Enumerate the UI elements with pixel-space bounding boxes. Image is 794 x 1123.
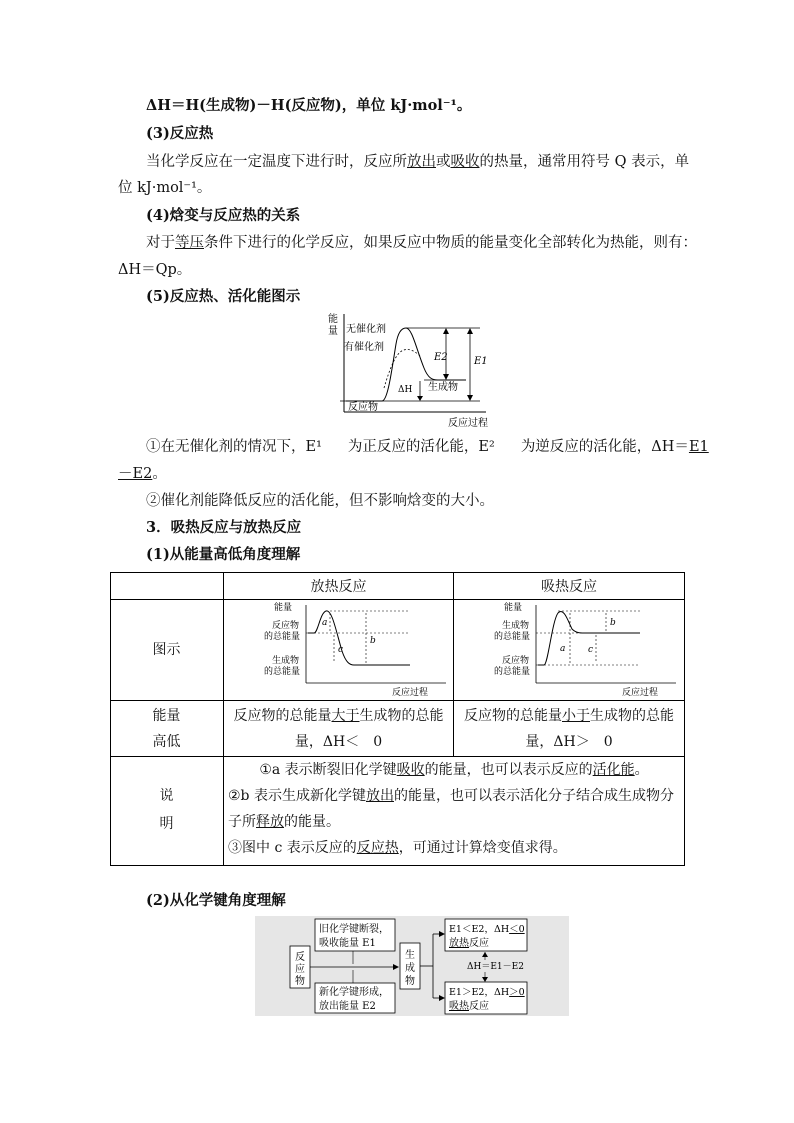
y-axis-label: 量	[328, 326, 338, 337]
underlined-term: 吸收	[396, 762, 425, 778]
row-label-note: 明	[159, 816, 174, 832]
note-b	[228, 785, 674, 805]
e2-label: E2	[434, 352, 448, 363]
arrowhead	[467, 328, 473, 334]
reactant-label: 反应物	[348, 402, 378, 413]
bond-forming-text: 新化学键形成，	[319, 987, 389, 998]
top-label: 反应物	[272, 621, 300, 631]
a-label: a	[560, 644, 566, 654]
catalyst-label: 有催化剂	[344, 342, 384, 353]
exo-result	[449, 936, 489, 949]
x-axis-label: 反应过程	[448, 418, 488, 429]
bond-breaking-text: 吸收能量 E1	[319, 938, 376, 949]
enthalpy-formula-line	[146, 96, 471, 116]
divider	[110, 599, 685, 600]
endo-result	[449, 999, 489, 1012]
activation-note-line1	[146, 437, 709, 457]
row-label-level: 高低	[152, 734, 181, 750]
text-segment: 的热量，通常用符号 Q 表示，单	[479, 154, 690, 170]
arrowhead	[443, 328, 449, 334]
exo-condition	[449, 924, 525, 935]
text-segment: 子所	[228, 814, 256, 830]
text-segment: ②b 表示生成新化学键	[228, 788, 366, 804]
bond-breaking-text: 旧化学键断裂，	[319, 924, 389, 935]
text-segment: E1＞E2，ΔH	[449, 987, 510, 998]
divider	[110, 700, 685, 701]
text-segment: 反应物的总能量	[464, 708, 562, 724]
row-label-diagram: 图示	[152, 642, 181, 658]
heading-activation-diagram: (5)反应热、活化能图示	[146, 288, 301, 305]
note-b-cont	[228, 811, 340, 831]
underlined-term: 吸热	[449, 1001, 469, 1012]
y-axis-label: 能	[328, 314, 338, 325]
reactant-char: 应	[295, 964, 305, 975]
text-segment: 的能量，也可以表示反应的	[424, 762, 593, 778]
text-segment: 或	[436, 154, 451, 170]
row-label-note: 说	[159, 788, 174, 804]
activation-energy-diagram	[320, 308, 500, 430]
text-segment: 反应	[469, 1001, 489, 1012]
underlined-term: 反应热	[356, 840, 399, 856]
exo-energy-line1	[224, 705, 453, 725]
energy-curve	[538, 612, 640, 665]
text-segment: ③图中 c 表示反应的	[228, 840, 357, 856]
bottom-label: 反应物	[502, 656, 530, 666]
text-segment: 。	[634, 762, 649, 778]
arrowhead	[417, 396, 423, 401]
c-label: c	[338, 645, 344, 655]
divider	[110, 756, 685, 757]
text-segment: 为逆反应的活化能，ΔH＝	[520, 439, 689, 455]
b-label: b	[610, 618, 616, 628]
text-segment: 对于	[146, 235, 175, 251]
underlined-term: 大于	[331, 708, 360, 724]
x-axis-label: 反应过程	[392, 688, 429, 698]
no-catalyst-label: 无催化剂	[346, 324, 386, 335]
text-segment: 条件下进行的化学反应，如果反应中物质的能量变化全部转化为热能，则有：	[204, 235, 697, 251]
heading-exo-endo: 3．吸热反应与放热反应	[146, 519, 302, 536]
note-a	[224, 759, 684, 779]
activation-note-line2	[118, 464, 167, 484]
bond-energy-flow-diagram	[255, 916, 569, 1016]
product-char: 生	[405, 950, 415, 961]
reaction-heat-def-line2: 位 kJ·mol⁻¹。	[118, 180, 212, 196]
bottom-label: 的总能量	[494, 667, 531, 677]
text-segment: ①在无催化剂的情况下，E¹	[146, 439, 322, 455]
energy-label: 能量	[274, 603, 293, 613]
text-segment: E1＜E2，ΔH	[449, 924, 510, 935]
arrowhead	[443, 374, 449, 380]
top-label: 的总能量	[264, 632, 301, 642]
x-axis-label: 反应过程	[622, 688, 659, 698]
heading-enthalpy-relation: (4)焓变与反应热的关系	[146, 207, 301, 224]
heading-reaction-heat: (3)反应热	[146, 125, 214, 142]
text-segment: ，可通过计算焓变值求得。	[398, 840, 567, 856]
heading-bond-view: (2)从化学键角度理解	[146, 892, 286, 909]
top-label: 的总能量	[494, 632, 531, 642]
underlined-term: 放热	[449, 938, 469, 949]
reactant-char: 反	[295, 952, 305, 963]
comparison-table	[110, 572, 684, 865]
b-label: b	[370, 636, 376, 646]
text-segment: 反应物的总能量	[233, 708, 332, 724]
text-segment: 当化学反应在一定温度下进行时，反应所	[146, 154, 407, 170]
header-endothermic: 吸热反应	[541, 579, 597, 595]
bond-forming-text: 放出能量 E2	[319, 1001, 376, 1012]
underlined-term: E1	[688, 439, 709, 455]
header-exothermic: 放热反应	[310, 579, 367, 595]
enthalpy-relation-line2: ΔH＝Qp。	[118, 262, 192, 278]
underlined-term: －E2	[118, 466, 153, 482]
reactant-char: 物	[295, 976, 305, 987]
exothermic-diagram	[230, 601, 452, 699]
bottom-label: 生成物	[272, 656, 300, 666]
note-c	[228, 837, 567, 857]
endo-energy-line1	[454, 705, 684, 725]
underlined-term: 放出	[407, 154, 436, 170]
text-segment: 。	[152, 466, 167, 482]
arrowhead	[467, 395, 473, 401]
endothermic-diagram	[460, 601, 682, 699]
exo-energy-line2: 量，ΔH＜ 0	[294, 734, 383, 750]
c-label: c	[588, 645, 594, 655]
text-segment: 的能量，也可以表示活化分子结合成生成物分	[393, 788, 674, 804]
formula-text: ΔH＝H(生成物)－H(反应物)，单位 kJ·mol⁻¹。	[146, 97, 472, 114]
e1-label: E1	[474, 356, 488, 367]
delta-h-formula: ΔH＝E1－E2	[467, 962, 524, 972]
bottom-label: 的总能量	[264, 667, 301, 677]
reaction-heat-def-line1	[146, 152, 689, 172]
endo-energy-line2: 量，ΔH＞ 0	[525, 734, 613, 750]
text-segment: 反应	[469, 938, 489, 949]
a-label: a	[322, 618, 328, 628]
catalyst-note: ②催化剂能降低反应的活化能，但不影响焓变的大小。	[146, 493, 494, 509]
underlined-term: 放出	[365, 788, 394, 804]
underlined-term: ＜0	[509, 924, 525, 935]
text-segment: ①a 表示断裂旧化学键	[259, 762, 397, 778]
product-char: 成	[405, 963, 415, 974]
heading-energy-view: (1)从能量高低角度理解	[146, 546, 301, 563]
product-char: 物	[405, 976, 415, 987]
text-segment: 为正反应的活化能，E²	[347, 439, 495, 455]
underlined-term: 释放	[256, 814, 284, 830]
endo-condition	[449, 987, 525, 998]
text-segment: 生成物的总能	[590, 708, 674, 724]
text-segment: 的能量。	[284, 814, 340, 830]
energy-label: 能量	[504, 603, 523, 613]
product-label: 生成物	[428, 382, 458, 393]
underlined-term: 小于	[562, 708, 590, 724]
dh-label: ΔH	[398, 385, 413, 395]
enthalpy-relation-line1	[146, 233, 697, 253]
top-label: 生成物	[502, 621, 530, 631]
underlined-term: 活化能	[592, 762, 635, 778]
underlined-term: 吸收	[450, 154, 480, 170]
underlined-term: ＞0	[509, 987, 525, 998]
row-label-energy: 能量	[152, 708, 181, 724]
text-segment: 生成物的总能	[359, 708, 444, 724]
underlined-term: 等压	[175, 235, 204, 251]
